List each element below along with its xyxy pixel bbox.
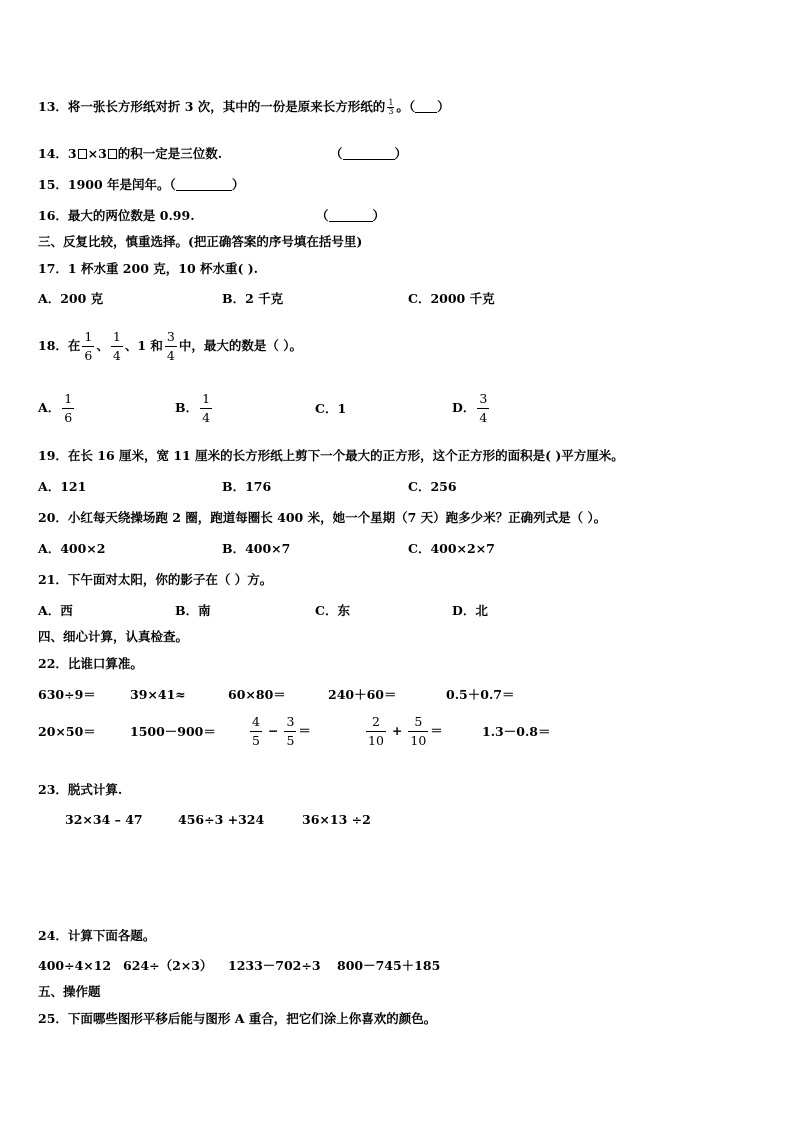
question-13: 13．将一张长方形纸对折 3 次，其中的一份是原来长方形纸的 $\frac{1}{3}$ 。（ ） (38, 98, 450, 116)
question-17: 17．1 杯水重 200 克，10 杯水重( ). (38, 261, 259, 276)
option-d[interactable]: D． $\frac{3}{4}$ (452, 391, 488, 425)
fraction: $\frac{1}{4}$ (202, 391, 211, 425)
question-14: 14．3 ×3 的积一定是三位数. (38, 146, 223, 161)
calc-item: 39×41≈ (130, 687, 186, 702)
option-c[interactable]: C．东 (315, 603, 350, 618)
question-14-answer: （ ） (330, 146, 408, 161)
fraction: $\frac{3}{4}$ (166, 329, 175, 363)
option-b[interactable]: B．2 千克 (222, 291, 284, 306)
option-a[interactable]: A． $\frac{1}{6}$ (38, 391, 73, 425)
calc-item: 1233－702÷3 (228, 958, 321, 973)
question-21: 21．下午面对太阳，你的影子在（ ）方。 (38, 572, 273, 587)
calc-item: 800－745＋185 (337, 958, 441, 973)
question-25: 25．下面哪些图形平移后能与图形 A 重合，把它们涂上你喜欢的颜色。 (38, 1011, 437, 1026)
question-19: 19．在长 16 厘米，宽 11 厘米的长方形纸上剪下一个最大的正方形，这个正方形的面积是( )平方厘米。 (38, 448, 624, 463)
question-23: 23．脱式计算. (38, 782, 123, 797)
fraction: $\frac{1}{3}$ (388, 98, 394, 116)
option-b[interactable]: B． $\frac{1}{4}$ (175, 391, 211, 425)
option-c[interactable]: C．1 (315, 401, 347, 416)
option-b[interactable]: B．176 (222, 479, 272, 494)
calc-item: 36×13 ÷2 (302, 812, 371, 827)
answer-blank[interactable] (415, 100, 437, 113)
calc-item: 624÷（2×3） (123, 958, 213, 973)
section-4-heading: 四、细心计算，认真检查。 (38, 629, 189, 644)
calc-item: 1500－900＝ (130, 724, 216, 739)
option-a[interactable]: A．200 克 (38, 291, 104, 306)
calc-item: 400÷4×12 (38, 958, 112, 973)
question-20: 20．小红每天绕操场跑 2 圈，跑道每圈长 400 米，她一个星期（7 天）跑多少米？正确列式是（ ）。 (38, 510, 607, 525)
question-24: 24．计算下面各题。 (38, 928, 156, 943)
section-5-heading: 五、操作题 (38, 984, 101, 999)
answer-blank[interactable] (176, 178, 232, 191)
question-16-answer: （ ） (316, 208, 386, 223)
question-22: 22．比谁口算准。 (38, 656, 143, 671)
calc-item: 32×34 – 47 (65, 812, 143, 827)
option-c[interactable]: C．2000 千克 (408, 291, 495, 306)
option-b[interactable]: B．400×7 (222, 541, 291, 556)
option-c[interactable]: C．400×2×7 (408, 541, 495, 556)
fraction: $\frac{3}{5}$ (286, 714, 295, 748)
option-c[interactable]: C．256 (408, 479, 457, 494)
answer-blank[interactable] (343, 147, 395, 160)
calc-item-fraction: $\frac{4}{5}$ − $\frac{3}{5}$ ＝ (252, 714, 311, 748)
question-15: 15．1900 年是闰年。（ ） (38, 177, 245, 192)
empty-box (108, 149, 117, 159)
question-18: 18．在 $\frac{1}{6}$ 、 $\frac{1}{4}$ 、1 和 $\frac{3}{4}$ 中，最大的数是（ ）。 (38, 329, 302, 363)
answer-blank[interactable] (329, 209, 373, 222)
calc-item: 0.5＋0.7＝ (446, 687, 515, 702)
question-16: 16．最大的两位数是 0.99. (38, 208, 195, 223)
fraction: $\frac{1}{6}$ (84, 329, 93, 363)
calc-item: 456÷3 +324 (178, 812, 265, 827)
option-a[interactable]: A．400×2 (38, 541, 106, 556)
fraction: $\frac{2}{10}$ (368, 714, 384, 748)
calc-item: 60×80＝ (228, 687, 286, 702)
option-a[interactable]: A．121 (38, 479, 87, 494)
calc-item: 20×50＝ (38, 724, 96, 739)
fraction: $\frac{1}{4}$ (112, 329, 121, 363)
fraction: $\frac{1}{6}$ (64, 391, 73, 425)
section-3-heading: 三、反复比较，慎重选择。(把正确答案的序号填在括号里) (38, 234, 363, 249)
fraction: $\frac{3}{4}$ (479, 391, 488, 425)
calc-item: 630÷9＝ (38, 687, 96, 702)
calc-item: 240＋60＝ (328, 687, 397, 702)
calc-item: 1.3－0.8＝ (482, 724, 551, 739)
fraction: $\frac{5}{10}$ (410, 714, 427, 748)
fraction: $\frac{4}{5}$ (252, 714, 260, 748)
option-d[interactable]: D．北 (452, 603, 488, 618)
option-a[interactable]: A．西 (38, 603, 73, 618)
option-b[interactable]: B．南 (175, 603, 211, 618)
empty-box (78, 149, 87, 159)
calc-item-fraction: $\frac{2}{10}$ + $\frac{5}{10}$ ＝ (368, 714, 443, 748)
